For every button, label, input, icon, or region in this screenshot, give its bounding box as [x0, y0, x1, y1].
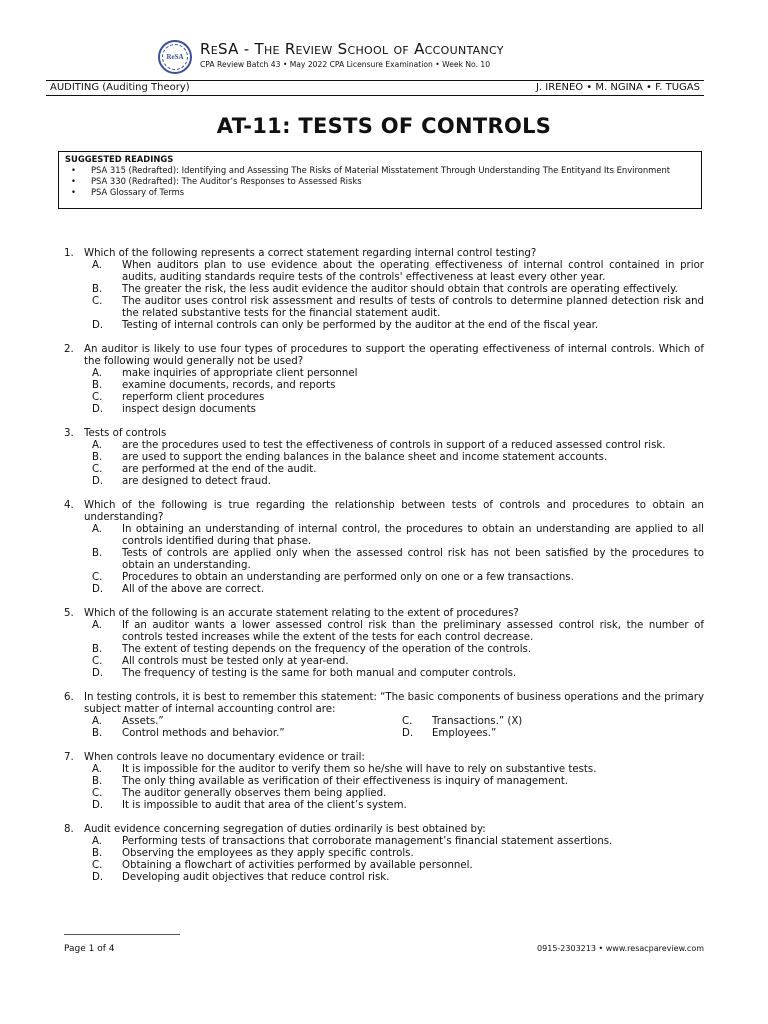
question-stem	[64, 608, 704, 620]
answer-option-row	[64, 728, 704, 740]
answer-option	[64, 584, 704, 596]
option-letter: B.	[92, 452, 103, 463]
answer-option	[64, 776, 704, 788]
answer-option	[64, 368, 704, 380]
option-text: It is impossible to audit that area of the client’s system.	[122, 800, 407, 811]
option-letter: B.	[92, 380, 103, 391]
readings-list	[65, 165, 695, 198]
option-letter: B.	[92, 644, 103, 655]
answer-option	[64, 260, 704, 284]
readings-heading: SUGGESTED READINGS	[65, 154, 174, 164]
question-stem	[64, 500, 704, 524]
answer-option	[64, 548, 704, 572]
option-letter: C.	[92, 572, 103, 583]
answer-option	[84, 716, 394, 728]
authors-label: J. IRENEO • M. NGINA • F. TUGAS	[535, 82, 700, 93]
answer-option	[64, 848, 704, 860]
option-text: Assets.”	[122, 716, 164, 727]
option-text: examine documents, records, and reports	[122, 380, 336, 391]
question-number: 2.	[64, 344, 74, 355]
option-text: are performed at the end of the audit.	[122, 464, 317, 475]
answer-option	[64, 860, 704, 872]
option-letter: B.	[92, 848, 103, 859]
option-text: Testing of internal controls can only be performed by the auditor at the end of the fiscal year.	[122, 320, 599, 331]
question-stem	[64, 428, 704, 440]
answer-option	[64, 320, 704, 332]
answer-option-row	[64, 716, 704, 728]
option-letter: C.	[92, 296, 103, 307]
answer-option	[64, 476, 704, 488]
reading-item: • PSA Glossary of Terms	[91, 187, 695, 198]
reading-item: • PSA 315 (Redrafted): Identifying and Assessing The Risks of Material Misstatement Through Understanding The Entityand Its Environment	[91, 165, 695, 176]
answer-option	[64, 788, 704, 800]
answer-option	[64, 644, 704, 656]
option-text: All of the above are correct.	[122, 584, 264, 595]
answer-option	[64, 620, 704, 644]
answer-option	[64, 284, 704, 296]
option-letter: D.	[92, 476, 104, 487]
option-text: The auditor uses control risk assessment and results of tests of controls to determine planned detection risk and the related substantive tests for the financial statement audit.	[122, 296, 704, 319]
question-item	[64, 824, 704, 884]
question-stem	[64, 344, 704, 368]
question-item	[64, 428, 704, 488]
page-title: AT-11: TESTS OF CONTROLS	[216, 114, 552, 138]
option-letter: B.	[92, 284, 103, 295]
question-item	[64, 608, 704, 680]
answer-option	[64, 800, 704, 812]
question-text: Which of the following represents a correct statement regarding internal control testing?	[84, 248, 537, 259]
option-text: Employees.”	[432, 728, 497, 739]
subject-label: AUDITING (Auditing Theory)	[50, 82, 190, 93]
option-letter: C.	[92, 392, 103, 403]
option-text: All controls must be tested only at year-end.	[122, 656, 349, 667]
option-letter: D.	[92, 668, 104, 679]
school-name: ReSA - The Review School of Accountancy	[200, 40, 504, 58]
option-letter: B.	[92, 776, 103, 787]
option-text: The greater the risk, the less audit evidence the auditor should obtain that controls are operating effectively.	[122, 284, 678, 295]
option-letter: B.	[92, 728, 103, 739]
answer-option	[64, 440, 704, 452]
option-letter: C.	[92, 464, 103, 475]
page-number: Page 1 of 4	[64, 944, 115, 954]
answer-option	[64, 296, 704, 320]
question-stem	[64, 248, 704, 260]
resa-logo	[158, 40, 192, 74]
option-letter: D.	[92, 800, 104, 811]
option-text: reperform client procedures	[122, 392, 265, 403]
question-number: 1.	[64, 248, 74, 259]
answer-option	[64, 392, 704, 404]
question-text: Audit evidence concerning segregation of duties ordinarily is best obtained by:	[84, 824, 486, 835]
option-text: Transactions.” (X)	[432, 716, 523, 727]
question-item	[64, 500, 704, 596]
question-item	[64, 344, 704, 416]
option-text: Developing audit objectives that reduce control risk.	[122, 872, 390, 883]
question-item	[64, 752, 704, 812]
option-text: The auditor generally observes them being applied.	[122, 788, 387, 799]
option-letter: A.	[92, 368, 103, 379]
option-text: It is impossible for the auditor to verify them so he/she will have to rely on substantive tests.	[122, 764, 597, 775]
option-text: The frequency of testing is the same for both manual and computer controls.	[122, 668, 517, 679]
answer-option	[64, 872, 704, 884]
answer-option	[64, 524, 704, 548]
option-letter: D.	[92, 872, 104, 883]
option-text: Obtaining a flowchart of activities performed by available personnel.	[122, 860, 473, 871]
answer-option	[64, 464, 704, 476]
batch-line: CPA Review Batch 43 • May 2022 CPA Licensure Examination • Week No. 10	[200, 60, 491, 69]
option-text: Control methods and behavior.”	[122, 728, 285, 739]
question-number: 5.	[64, 608, 74, 619]
option-letter: D.	[92, 404, 104, 415]
option-text: Observing the employees as they apply specific controls.	[122, 848, 414, 859]
option-text: inspect design documents	[122, 404, 256, 415]
question-number: 6.	[64, 692, 74, 703]
question-item	[64, 248, 704, 332]
question-stem	[64, 692, 704, 716]
option-text: are used to support the ending balances in the balance sheet and income statement accounts.	[122, 452, 608, 463]
option-text: In obtaining an understanding of internal control, the procedures to obtain an understanding are applied to all controls identified during that phase.	[122, 524, 704, 547]
answer-option	[64, 836, 704, 848]
question-item	[64, 692, 704, 740]
option-text: are the procedures used to test the effectiveness of controls in support of a reduced assessed control risk.	[122, 440, 666, 451]
question-number: 8.	[64, 824, 74, 835]
page-header	[158, 38, 618, 78]
option-letter: A.	[92, 836, 103, 847]
option-letter: C.	[92, 788, 103, 799]
answer-option	[394, 716, 704, 728]
answer-option	[64, 656, 704, 668]
option-text: Tests of controls are applied only when the assessed control risk has not been satisfied by the procedures to obtain an understanding.	[122, 548, 704, 571]
option-letter: D.	[402, 728, 414, 739]
option-text: make inquiries of appropriate client personnel	[122, 368, 358, 379]
option-text: are designed to detect fraud.	[122, 476, 271, 487]
logo-text: ReSA	[162, 44, 188, 70]
questions-list	[64, 248, 704, 896]
footnote-rule	[64, 934, 180, 935]
answer-option	[64, 572, 704, 584]
option-letter: C.	[92, 656, 103, 667]
option-letter: A.	[92, 524, 103, 535]
option-letter: C.	[402, 716, 413, 727]
reading-item: • PSA 330 (Redrafted): The Auditor’s Responses to Assessed Risks	[91, 176, 695, 187]
question-stem	[64, 824, 704, 836]
subject-bar	[46, 80, 704, 96]
question-text: Which of the following is an accurate statement relating to the extent of procedures?	[84, 608, 519, 619]
option-letter: D.	[92, 584, 104, 595]
answer-option	[64, 380, 704, 392]
answer-option	[64, 452, 704, 464]
option-text: The only thing available as verification of their effectiveness is inquiry of management.	[122, 776, 569, 787]
option-letter: D.	[92, 320, 104, 331]
option-text: The extent of testing depends on the frequency of the operation of the controls.	[122, 644, 532, 655]
question-text: When controls leave no documentary evidence or trail:	[84, 752, 365, 763]
question-text: An auditor is likely to use four types of procedures to support the operating effectiveness of internal controls. Which of the following would generally not be used?	[84, 344, 704, 367]
option-text: When auditors plan to use evidence about the operating effectiveness of internal control contained in prior audits, auditing standards require tests of the controls' effectiveness at least every other year.	[122, 260, 704, 283]
question-number: 3.	[64, 428, 74, 439]
option-letter: A.	[92, 620, 103, 631]
option-letter: C.	[92, 860, 103, 871]
option-text: Procedures to obtain an understanding are performed only on one or a few transactions.	[122, 572, 574, 583]
option-text: Performing tests of transactions that corroborate management’s financial statement assertions.	[122, 836, 613, 847]
question-text: In testing controls, it is best to remember this statement: “The basic components of business operations and the primary subject matter of internal accounting control are:	[84, 692, 704, 715]
answer-option	[394, 728, 704, 740]
suggested-readings-box	[58, 151, 702, 209]
question-number: 7.	[64, 752, 74, 763]
option-letter: B.	[92, 548, 103, 559]
option-letter: A.	[92, 260, 103, 271]
option-letter: A.	[92, 764, 103, 775]
option-text: If an auditor wants a lower assessed control risk than the preliminary assessed control risk, the number of controls tested increases while the extent of the tests for each control decrease.	[122, 620, 704, 643]
option-letter: A.	[92, 716, 103, 727]
question-stem	[64, 752, 704, 764]
option-letter: A.	[92, 440, 103, 451]
answer-option	[64, 764, 704, 776]
question-number: 4.	[64, 500, 74, 511]
question-text: Tests of controls	[84, 428, 167, 439]
answer-option	[64, 404, 704, 416]
answer-option	[64, 668, 704, 680]
answer-option	[84, 728, 394, 740]
contact-info: 0915-2303213 • www.resacpareview.com	[537, 944, 704, 953]
question-text: Which of the following is true regarding the relationship between tests of controls and procedures to obtain an understanding?	[84, 500, 704, 523]
